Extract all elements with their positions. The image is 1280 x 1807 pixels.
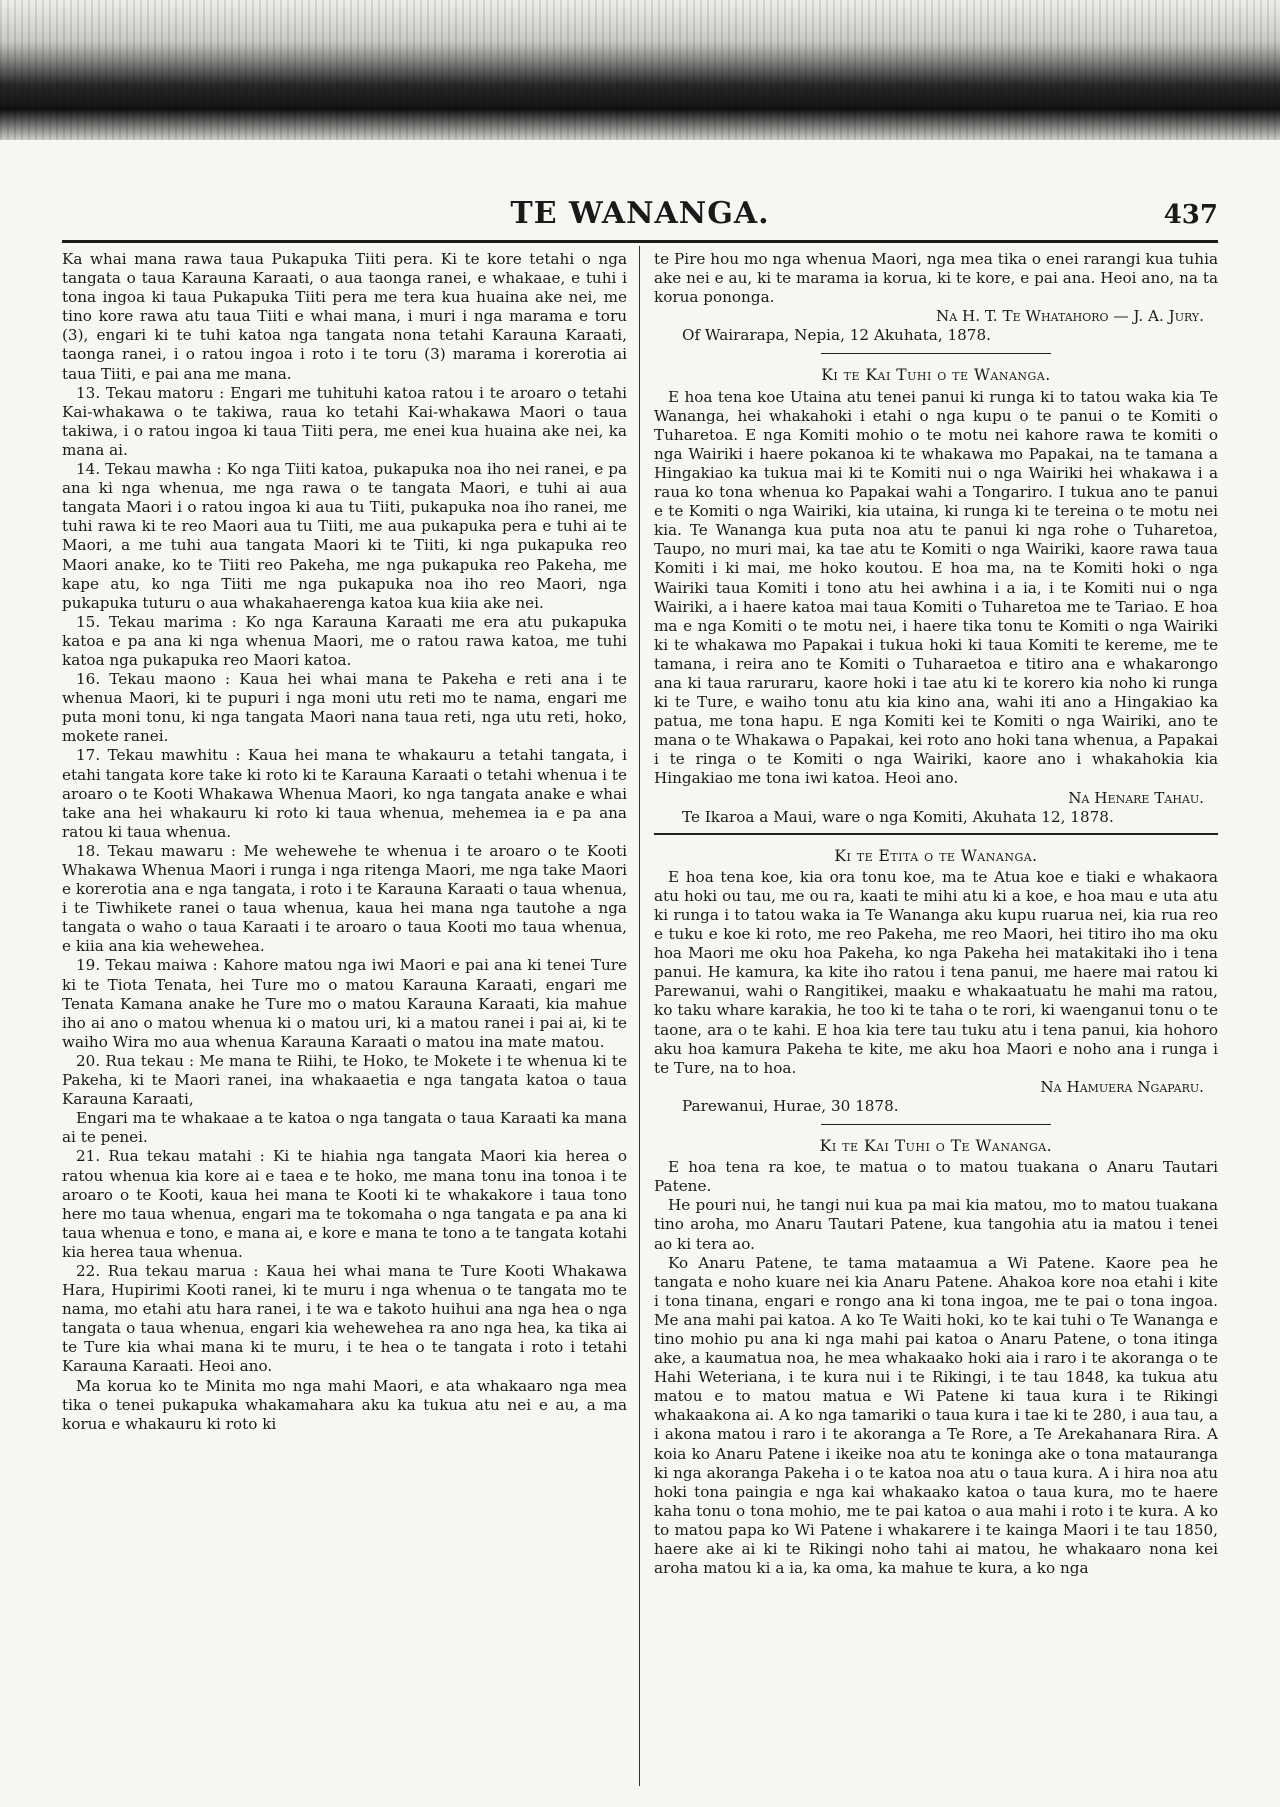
signature: Na Hamuera Ngaparu. xyxy=(1040,1077,1204,1096)
paragraph-clause-22: 22. Rua tekau marua : Kaua hei whai mana te Ture Kooti Whakawa Hara, Hupirimi Kooti ranei, ki te muru i nga whenua o te tangata mo te nama, mo etahi atu hara ranei, i te wa e takoto huihui ana nga hea o nga tangata o taua whenua, engari kia wehewehea ra ano nga hea, ka tika ai te Ture kia whai mana ki te muru, i te hea o te tangata i roto i tetahi Karauna Karaati. Heoi ano. xyxy=(62,1261,627,1376)
page-header xyxy=(62,196,1218,236)
signature-place: Of Wairarapa, Nepia, 12 Akuhata, 1878. xyxy=(682,326,991,345)
paragraph-clause-15: 15. Tekau marima : Ko nga Karauna Karaati me era atu pukapuka katoa e pa ana ki nga whenua Maori, me o ratou rawa katoa, me tuhi katoa nga pukapuka reo Maori katoa. xyxy=(62,612,627,669)
paragraph-clause-21: 21. Rua tekau matahi : Ki te hiahia nga tangata Maori kia herea o ratou whenua kia kore ai e taea e te hoko, me mana tonu ina tonoa i te aroaro o te Kooti, kaua hei mana te Kooti ki te whakakore i taua tono here mo taua whenua, engari ma te tokomaha o nga tangata e pa ana ki taua whenua e tono, e mana ai, e kore e mana te tono a te tangata kotahi kia herea taua whenua. xyxy=(62,1147,627,1261)
right-column xyxy=(654,250,1218,1790)
letter-body: E hoa tena koe Utaina atu tenei panui ki runga ki to tatou waka kia Te Wananga, hei whakahoki i etahi o nga kupu o te panui o te Komiti o Tuharetoa. E nga Komiti mohio o te motu nei kahore rawa te komiti o nga Wairiki i haere pokanoa ki te whakawa mo Papakai, na te tamana a Hingakiao ka tukua mai ki te Komiti nui o nga Wairiki hei whakawa i a raua ko tona whenua ko Papakai wahi a Tongariro. I tukua ano te panui e te Komiti o nga Wairiki, kia utaina, ki runga ki te tereina o te motu nei kia. Te Wananga kua puta noa atu te panui ki nga rohe o Tuharetoa, Taupo, no muri mai, ka tae atu te Komiti o nga Wairiki, kaore rawa taua Komiti i ki mai, me hoko koutou. E hoa ma, na te Komiti hoki o nga Wairiki taua Komiti i tono atu hei awhina i a ia, i te Komiti nui o nga Wairiki, a i haere katoa mai taua Komiti o Tuharetoa me te Tariao. E hoa ma e nga Komiti o te motu nei, i haere tika tonu te Komiti o nga Wairiki ki te whakawa mo Papakai i tukua hoki ki taua Komiti te kereme, me te tamana, i reira ano te Komiti o Tuharaetoa e titiro ana e whakarongo ana ki taua raruraru, kaore hoki i tae atu ki te korero kia noho ki runga ki te Ture, e waiho tonu atu kia kino ana, wahi iti ano a Hingakiao ka patua, me tona hapu. E nga Komiti kei te Komiti o nga Wairiki, ano te mana o te Whakawa o Papakai, kei roto ano hoki tana whenua, a Papakai i te ringa o te Komiti o nga Wairiki, kaore ano i whakahokia kia Hingakiao me tona iwi katoa. Heoi ano. xyxy=(654,387,1218,788)
signature: Na H. T. Te Whatahoro — J. A. Jury. xyxy=(935,307,1204,326)
paragraph: te Pire hou mo nga whenua Maori, nga mea tika o enei rarangi kua tuhia ake nei e au, ki te marama ia korua, ki te kore, e pai ana. Heoi ano, na ta korua pononga. xyxy=(654,250,1218,307)
signature: Na Henare Tahau. xyxy=(1068,788,1204,807)
paragraph-clause-16: 16. Tekau maono : Kaua hei whai mana te Pakeha e reti ana i te whenua Maori, ki te pupuri i nga moni utu reti mo te nama, engari me puta moni tonu, ki nga tangata Maori nana taua reti, nga utu reti, hoko, mokete ranei. xyxy=(62,670,627,746)
letter-body: E hoa tena koe, kia ora tonu koe, ma te Atua koe e tiaki e whakaora atu hoki ou tau, me ou ra, kaati te mihi atu ki a koe, e hoa mau e uta atu ki runga i to tatou waka ia Te Wananga aku kupu ruarua nei, kia rua reo e tuku e koe ki roto, me reo Pakeha, me reo Maori, hei titiro iho ma oku hoa Maori me oku hoa Pakeha, ko nga Pakeha hei matakitaki iho i tena panui. He kamura, ka kite iho ratou i tena panui, me haere mai ratou ki Parewanui, wahi o Rangitikei, maaku e whakaatuatu he mahi ma ratou, ko taku whare karakia, he too ki te taha o te rori, ki waenganui tonu o te taone, ara o te kahi. E hoa kia tere tau tuku atu i tena panui, kia hohoro aku hoa kamura Pakeha te kite, me aku hoa Maori e noho ana i runga i te Ture, na to hoa. xyxy=(654,867,1218,1077)
paragraph: Ka whai mana rawa taua Pukapuka Tiiti pera. Ki te kore tetahi o nga tangata o taua Karauna Karaati, o aua taonga ranei, e whakaae, e tuhi i tona ingoa ki taua Pukapuka Tiiti pera me tera kua huaina ake nei, me tino kore rawa atu taua Tiiti e whai mana, i muri i nga marama e toru (3), engari ki te tuhi katoa nga tangata nona tetahi Karauna Karaati, taonga ranei, i o ratou ingoa i roto i te toru (3) marama i korerotia ai taua Tiiti, e pai ana me mana. xyxy=(62,250,627,383)
newspaper-title: TE WANANGA. xyxy=(510,196,770,231)
column-divider xyxy=(639,246,640,1786)
paragraph-clause-13: 13. Tekau matoru : Engari me tuhituhi katoa ratou i te aroaro o tetahi Kai-whakawa o te takiwa, raua ko tetahi Kai-whakawa Maori o taua takiwa, i o ratou ingoa ki taua Tiiti pera, me enei kua huaina ake nei, ka mana ai. xyxy=(62,383,627,459)
paragraph-clause-14: 14. Tekau mawha : Ko nga Tiiti katoa, pukapuka noa iho nei ranei, e pa ana ki nga whenua, me nga rawa o te tangata Maori, e tuhi ai aua tangata Maori i o ratou ingoa ki aua tu Tiiti, pukapuka noa iho ranei, me tuhi rawa ki te reo Maori aua tu Tiiti, me aua pukapuka pera e tuhi ai te Maori, a me tuhi aua tangata Maori ki te Tiiti, ki nga pukapuka reo Maori anake, ko te Tiiti reo Pakeha, me nga pukapuka reo Pakeha, me kape atu, ko nga Tiiti me nga pukapuka noa iho reo Maori, nga pukapuka tuturu o aua whakahaerenga katoa kua kiia ake nei. xyxy=(62,460,627,612)
letter-body: Ko Anaru Patene, te tama mataamua a Wi Patene. Kaore pea he tangata e noho kuare nei kia Anaru Patene. Ahakoa kore noa etahi i kite i tona tinana, engari e rongo ana ki tona ingoa, me te pai o tona ingoa. Me ana mahi pai katoa. A ko Te Waiti hoki, ko te kai tuhi o Te Wananga e tino mohio pu ana ki nga mahi pai katoa o Anaru Patene, o tona itinga ake, a kaumatua noa, he mea whakaako hoki aia i raro i te akoranga o te Hahi Weteriana, i te kura nui i te Rikingi, i te tau 1848, ka tukua atu matou e to matou matua e Wi Patene ki taua kura i te Rikingi whakaakona ai. A ko nga tamariki o taua kura i tae ki te 280, i aua tau, a i akona matou i raro i te akoranga a Te Rore, a Te Arekahanara Rira. A koia ko Anaru Patene i ikeike noa atu te koninga ake o tona matauranga ki nga akoranga Pakeha i o te katoa noa atu o taua kura. A i hira noa atu hoki tona paingia e nga kai whakaako katoa o taua kura, mo te haere kaha tonu o tona mohio, me te pai katoa o aua mahi i roto i te kura. A ko to matou papa ko Wi Patene i whakarere i te kainga Maori i te tau 1850, haere ake ai ki te Rikingi noho tahi ai matou, he whakaaro nona kei aroha matou ki a ia, ka oma, ka mahue te kura, a ko nga xyxy=(654,1253,1218,1578)
section-rule xyxy=(654,833,1218,835)
header-rule xyxy=(62,240,1218,243)
section-rule xyxy=(821,1124,1051,1125)
paragraph-clause-19: 19. Tekau maiwa : Kahore matou nga iwi Maori e pai ana ki tenei Ture ki te Tiota Tenata, hei Ture mo o matou Karauna Karaati, engari me Tenata Kamana anake he Ture mo o matou Karauna Karaati, kia mahue iho ai ano o matou whenua ki o matou uri, ki a matou ranei i pai ai, ki te waiho Wira mo aua whenua Karauna Karaati o matou ina mate matou. xyxy=(62,956,627,1051)
signature-place: Parewanui, Hurae, 30 1878. xyxy=(682,1096,899,1115)
paragraph: Engari ma te whakaae a te katoa o nga tangata o taua Karaati ka mana ai te penei. xyxy=(62,1109,627,1147)
paragraph-clause-17: 17. Tekau mawhitu : Kaua hei mana te whakauru a tetahi tangata, i etahi tangata kore take ki roto ki te Karauna Karaati o tetahi whenua i te aroaro o te Kooti Whakawa Whenua Maori, ko nga tangata anake e whai take ana hei whakauru ki roto ki taua whenua, mehemea ia e pa ana ratou ki taua whenua. xyxy=(62,746,627,841)
section-rule xyxy=(821,353,1051,354)
letter-heading: Ki te Kai Tuhi o te Wananga. xyxy=(821,366,1051,385)
left-column xyxy=(62,250,627,1790)
letter-heading: Ki te Kai Tuhi o Te Wananga. xyxy=(819,1137,1053,1156)
page-number: 437 xyxy=(1163,200,1218,230)
letter-heading: Ki te Etita o te Wananga. xyxy=(834,846,1038,865)
paragraph-clause-20: 20. Rua tekau : Me mana te Riihi, te Hoko, te Mokete i te whenua ki te Pakeha, ki te Maori ranei, ina whakaaetia e nga tangata katoa o taua Karauna Karaati, xyxy=(62,1051,627,1109)
paragraph: Ma korua ko te Minita mo nga mahi Maori, e ata whakaaro nga mea tika o tenei pukapuka whakamahara aku ka tukua atu nei e au, a ma korua e whakauru ki roto ki xyxy=(62,1376,627,1433)
letter-body: E hoa tena ra koe, te matua o to matou tuakana o Anaru Tautari Patene. xyxy=(654,1158,1218,1196)
signature-place: Te Ikaroa a Maui, ware o nga Komiti, Akuhata 12, 1878. xyxy=(682,807,1114,826)
scan-margin-band xyxy=(0,0,1280,140)
paragraph-clause-18: 18. Tekau mawaru : Me wehewehe te whenua i te aroaro o te Kooti Whakawa Whenua Maori i runga i nga ritenga Maori, me nga take Maori e korerotia ana e nga tangata, i roto i te Karauna Karaati o taua whenua, i te Tiwhikete ranei o taua whenua, kaua hei mana nga tautohe a nga tangata o waho o taua Karaati i te aroaro o taua Kooti mo taua whenua, e kiia ana kia wehewehea. xyxy=(62,841,627,956)
letter-body: He pouri nui, he tangi nui kua pa mai kia matou, mo to matou tuakana tino aroha, mo Anaru Tautari Patene, kua tangohia atu ia matou i tenei ao ki tera ao. xyxy=(654,1196,1218,1253)
